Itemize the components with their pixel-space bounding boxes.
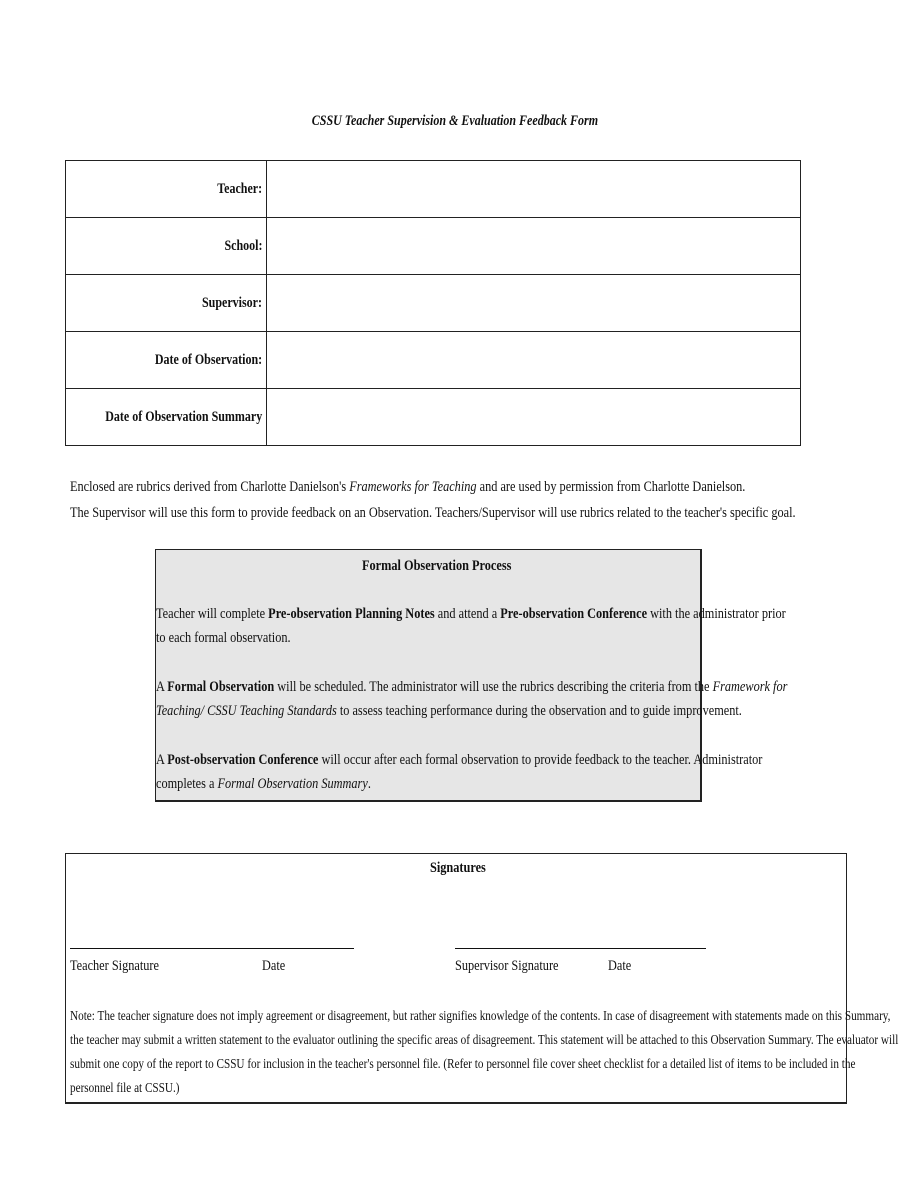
field-row-date-summary (66, 389, 801, 446)
field-row-teacher (66, 161, 801, 218)
field-label (66, 389, 267, 446)
t: to assess teaching performance during the observation and to guide improvement. (336, 703, 742, 719)
process-p3-line1 (156, 752, 762, 769)
process-p3-line2 (156, 776, 371, 793)
field-row-date-observation (66, 332, 801, 389)
form-title (0, 113, 900, 130)
t: Formal Observation (167, 679, 275, 695)
field-row-school (66, 218, 801, 275)
teacher-signature-label: Teacher Signature (70, 958, 159, 974)
supervisor-field[interactable] (267, 275, 801, 332)
t: Pre-observation Planning Notes (268, 606, 435, 622)
process-p1-line2: to each formal observation. (156, 630, 291, 646)
date-observation-label: Date of Observation: (154, 351, 263, 368)
supervisor-date-label: Date (608, 958, 632, 974)
t: will occur after each formal observation to provide feedback to the teacher. Administrator (318, 752, 763, 768)
note-line: Note: The teacher signature does not imply agreement or disagreement, but rather signifies knowledge of the contents. In case of disagreement with statements made on this Summary, (70, 1009, 891, 1024)
t: Teacher will complete (156, 606, 269, 622)
intro-line-2: The Supervisor will use this form to provide feedback on an Observation. Teachers/Supervisor will use rubrics related to the teacher's specific goal. (70, 505, 796, 521)
info-table (65, 160, 801, 446)
t: . (367, 776, 371, 792)
t: Teaching/ CSSU Teaching Standards (156, 703, 337, 719)
teacher-signature-line[interactable] (70, 948, 354, 949)
date-summary-field[interactable] (267, 389, 801, 446)
note-line: personnel file at CSSU.) (70, 1081, 180, 1096)
process-p2-line2 (156, 703, 742, 720)
t: Formal Observation Summary (217, 776, 368, 792)
field-label (66, 332, 267, 389)
field-label (66, 275, 267, 332)
signatures-box (65, 853, 899, 1104)
date-observation-field[interactable] (267, 332, 801, 389)
process-heading: Formal Observation Process (362, 558, 512, 574)
process-p2-line1 (156, 679, 787, 696)
field-row-supervisor (66, 275, 801, 332)
intro-line-1 (70, 479, 745, 496)
school-label: School: (224, 237, 263, 254)
t: with the administrator prior (647, 606, 786, 622)
intro-text: Enclosed are rubrics derived from Charlotte Danielson's (70, 479, 350, 495)
t: A (156, 679, 168, 695)
intro-italic: Frameworks for Teaching (349, 479, 477, 495)
school-field[interactable] (267, 218, 801, 275)
t: and attend a (434, 606, 501, 622)
t: Pre-observation Conference (500, 606, 648, 622)
t: Post-observation Conference (167, 752, 319, 768)
date-summary-label: Date of Observation Summary (105, 408, 263, 425)
teacher-date-label: Date (262, 958, 286, 974)
field-label (66, 218, 267, 275)
t: completes a (156, 776, 218, 792)
signatures-heading: Signatures (430, 860, 486, 876)
field-label (66, 161, 267, 218)
form-title-text: CSSU Teacher Supervision & Evaluation Feedback Form (311, 113, 599, 129)
intro-text: and are used by permission from Charlotte Danielson. (476, 479, 746, 495)
supervisor-signature-label: Supervisor Signature (455, 958, 559, 974)
supervisor-label: Supervisor: (202, 294, 263, 311)
note-line: the teacher may submit a written statement to the evaluator outlining the specific areas of disagreement. This statement will be attached to this Observation Summary. The evaluator will (70, 1033, 899, 1048)
note-line: submit one copy of the report to CSSU for inclusion in the teacher's personnel file. (Refer to personnel file cover sheet checklist for a detailed list of items to be included in the (70, 1057, 856, 1072)
supervisor-signature-line[interactable] (455, 948, 706, 949)
t: Framework for (712, 679, 788, 695)
process-box (155, 549, 788, 802)
process-p1-line1 (156, 606, 786, 623)
teacher-field[interactable] (267, 161, 801, 218)
t: A (156, 752, 168, 768)
teacher-label: Teacher: (217, 180, 263, 197)
t: will be scheduled. The administrator will use the rubrics describing the criteria from the (274, 679, 713, 695)
